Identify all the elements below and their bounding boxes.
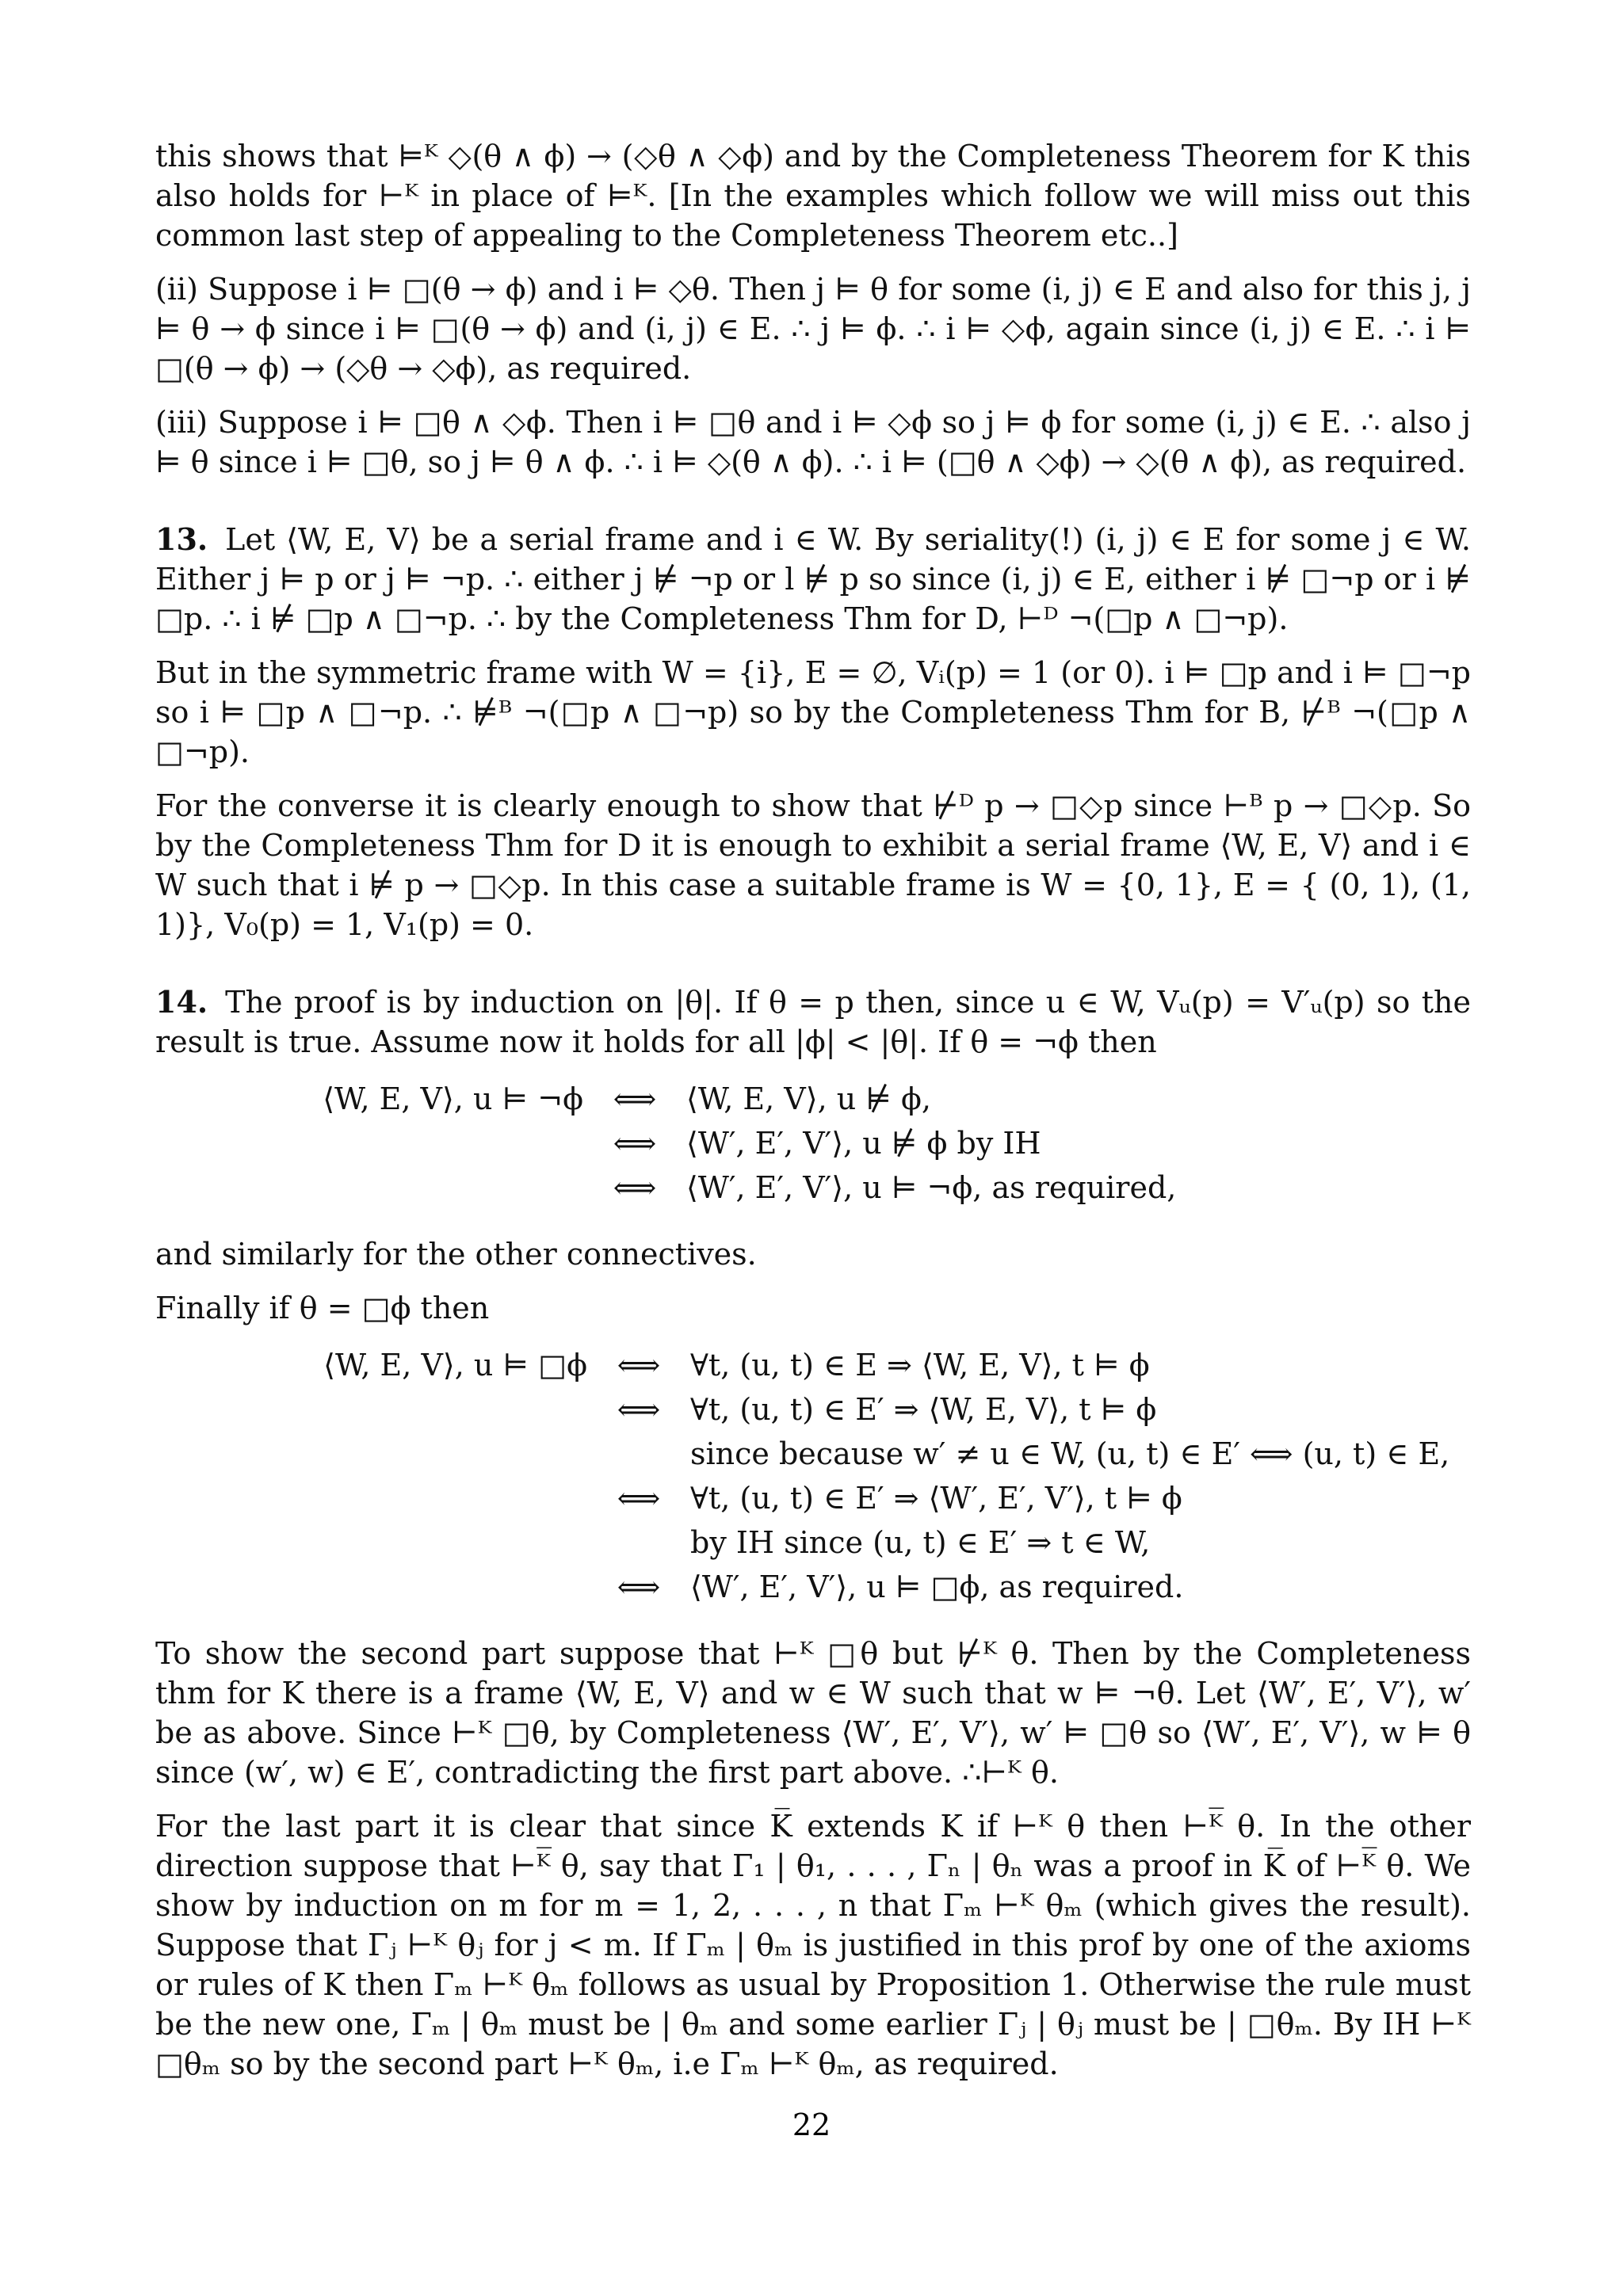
exercise-13-paragraph-3: For the converse it is clearly enough to show that ⊬ᴰ p → □◇p since ⊢ᴮ p → □◇p. So by the Completeness Thm for D it is enough to exhibit a serial frame ⟨W, E, V⟩ and i ∈ W such that i ⊭ p → □◇p. In this case a suitable frame is W = {0, 1}, E = { (0, 1), (1, 1)}, V₀(p) = 1, V₁(p) = 0. <box>155 788 1471 942</box>
derivation-lhs: ⟨W, E, V⟩, u ⊨ ¬ϕ <box>323 1081 583 1116</box>
derivation-rhs: ⟨W′, E′, V′⟩, u ⊭ ϕ by IH <box>686 1126 1041 1161</box>
iff-symbol: ⟺ <box>613 1126 657 1161</box>
derivation-lhs: ⟨W, E, V⟩, u ⊨ □ϕ <box>323 1348 587 1383</box>
exercise-14-paragraph-3: Finally if θ = □ϕ then <box>155 1291 490 1325</box>
derivation-row <box>155 1079 1471 1123</box>
iff-symbol: ⟺ <box>613 1170 657 1205</box>
exercise-14-paragraph-4: To show the second part suppose that ⊢ᴷ □θ but ⊬ᴷ θ. Then by the Completeness thm for K there is a frame ⟨W, E, V⟩ and w ∈ W such that w ⊨ ¬θ. Let ⟨W′, E′, V′⟩, w′ be as above. Since ⊢ᴷ □θ, by Completeness ⟨W′, E′, V′⟩, w′ ⊨ □θ so ⟨W′, E′, V′⟩, w ⊨ θ since (w′, w) ∈ E′, contradicting the first part above. ∴⊢ᴷ θ. <box>155 1636 1471 1790</box>
derivation-rhs: ⟨W′, E′, V′⟩, u ⊨ ¬ϕ, as required, <box>686 1170 1177 1205</box>
derivation-rhs: ∀t, (u, t) ∈ E′ ⇒ ⟨W′, E′, V′⟩, t ⊨ ϕ <box>690 1481 1182 1516</box>
derivation-row <box>155 1123 1471 1168</box>
derivation-row <box>155 1523 1471 1567</box>
derivation-rhs: ⟨W, E, V⟩, u ⊭ ϕ, <box>686 1081 932 1116</box>
paragraph-part-ii: (ii) Suppose i ⊨ □(θ → ϕ) and i ⊨ ◇θ. Then j ⊨ θ for some (i, j) ∈ E and also for this j, j ⊨ θ → ϕ since i ⊨ □(θ → ϕ) and (i, j) ∈ E. ∴ j ⊨ ϕ. ∴ i ⊨ ◇ϕ, again since (i, j) ∈ E. ∴ i ⊨ □(θ → ϕ) → (◇θ → ◇ϕ), as required. <box>155 272 1471 386</box>
derivation-rhs: ∀t, (u, t) ∈ E′ ⇒ ⟨W, E, V⟩, t ⊨ ϕ <box>690 1392 1157 1427</box>
derivation-rhs: ⟨W′, E′, V′⟩, u ⊨ □ϕ, as required. <box>690 1569 1184 1604</box>
exercise-13-text: Let ⟨W, E, V⟩ be a serial frame and i ∈ W. By seriality(!) (i, j) ∈ E for some j ∈ W. Either j ⊨ p or j ⊨ ¬p. ∴ either j ⊭ ¬p or l ⊭ p so since (i, j) ∈ E, either i ⊭ □¬p or i ⊭ □p. ∴ i ⊭ □p ∧ □¬p. ∴ by the Completeness Thm for D, ⊢ᴰ ¬(□p ∧ □¬p). <box>155 522 1471 636</box>
iff-symbol: ⟺ <box>617 1481 661 1516</box>
derivation-rhs: since because w′ ≠ u ∈ W, (u, t) ∈ E′ ⟺ (u, t) ∈ E, <box>690 1436 1450 1471</box>
derivation-row <box>155 1478 1471 1523</box>
exercise-14-paragraph-2: and similarly for the other connectives. <box>155 1237 757 1272</box>
derivation-row <box>155 1168 1471 1212</box>
exercise-14-paragraph-5: For the last part it is clear that since K̅ extends K if ⊢ᴷ θ then ⊢ᴷ̅ θ. In the other direction suppose that ⊢ᴷ̅ θ, say that Γ₁ | θ₁, . . . , Γₙ | θₙ was a proof in K̅ of ⊢ᴷ̅ θ. We show by induction on m for m = 1, 2, . . . , n that Γₘ ⊢ᴷ θₘ (which gives the result). Suppose that Γⱼ ⊢ᴷ θⱼ for j < m. If Γₘ | θₘ is justified in this prof by one of the axioms or rules of K then Γₘ ⊢ᴷ θₘ follows as usual by Proposition 1. Otherwise the rule must be the new one, Γₘ | θₘ must be | θₘ and some earlier Γⱼ | θⱼ must be | □θₘ. By IH ⊢ᴷ □θₘ so by the second part ⊢ᴷ θₘ, i.e Γₘ ⊢ᴷ θₘ, as required. <box>155 1809 1471 2081</box>
paragraph-part-iii: (iii) Suppose i ⊨ □θ ∧ ◇ϕ. Then i ⊨ □θ and i ⊨ ◇ϕ so j ⊨ ϕ for some (i, j) ∈ E. ∴ also j ⊨ θ since i ⊨ □θ, so j ⊨ θ ∧ ϕ. ∴ i ⊨ ◇(θ ∧ ϕ). ∴ i ⊨ (□θ ∧ ◇ϕ) → ◇(θ ∧ ϕ), as required. <box>155 405 1471 479</box>
exercise-14-number: 14. <box>155 984 208 1020</box>
derivation-box <box>155 1345 1471 1611</box>
exercise-13-paragraph-2: But in the symmetric frame with W = {i}, E = ∅, Vᵢ(p) = 1 (or 0). i ⊨ □p and i ⊨ □¬p so i ⊨ □p ∧ □¬p. ∴ ⊭ᴮ ¬(□p ∧ □¬p) so by the Completeness Thm for B, ⊬ᴮ ¬(□p ∧ □¬p). <box>155 655 1471 769</box>
iff-symbol: ⟺ <box>617 1569 661 1604</box>
derivation-row <box>155 1345 1471 1390</box>
iff-symbol: ⟺ <box>617 1348 661 1383</box>
exercise-14-paragraph-1 <box>155 982 1471 1062</box>
page-number: 22 <box>792 2107 831 2142</box>
exercise-13-paragraph-1 <box>155 520 1471 639</box>
page-body <box>155 136 1471 2098</box>
derivation-row <box>155 1434 1471 1478</box>
paragraph-continuation: this shows that ⊨ᴷ ◇(θ ∧ ϕ) → (◇θ ∧ ◇ϕ) and by the Completeness Theorem for K this also holds for ⊢ᴷ in place of ⊨ᴷ. [In the examples which follow we will miss out this common last step of appealing to the Completeness Theorem etc..] <box>155 139 1471 253</box>
iff-symbol: ⟺ <box>613 1081 657 1116</box>
iff-symbol: ⟺ <box>617 1392 661 1427</box>
derivation-rhs: by IH since (u, t) ∈ E′ ⇒ t ∈ W, <box>690 1525 1151 1560</box>
derivation-row <box>155 1567 1471 1611</box>
exercise-14-text: The proof is by induction on |θ|. If θ = p then, since u ∈ W, Vᵤ(p) = V′ᵤ(p) so the result is true. Assume now it holds for all |ϕ| < |θ|. If θ = ¬ϕ then <box>155 985 1471 1059</box>
derivation-row <box>155 1390 1471 1434</box>
derivation-rhs: ∀t, (u, t) ∈ E ⇒ ⟨W, E, V⟩, t ⊨ ϕ <box>690 1348 1150 1383</box>
derivation-negation <box>155 1079 1471 1212</box>
exercise-13-number: 13. <box>155 521 208 557</box>
